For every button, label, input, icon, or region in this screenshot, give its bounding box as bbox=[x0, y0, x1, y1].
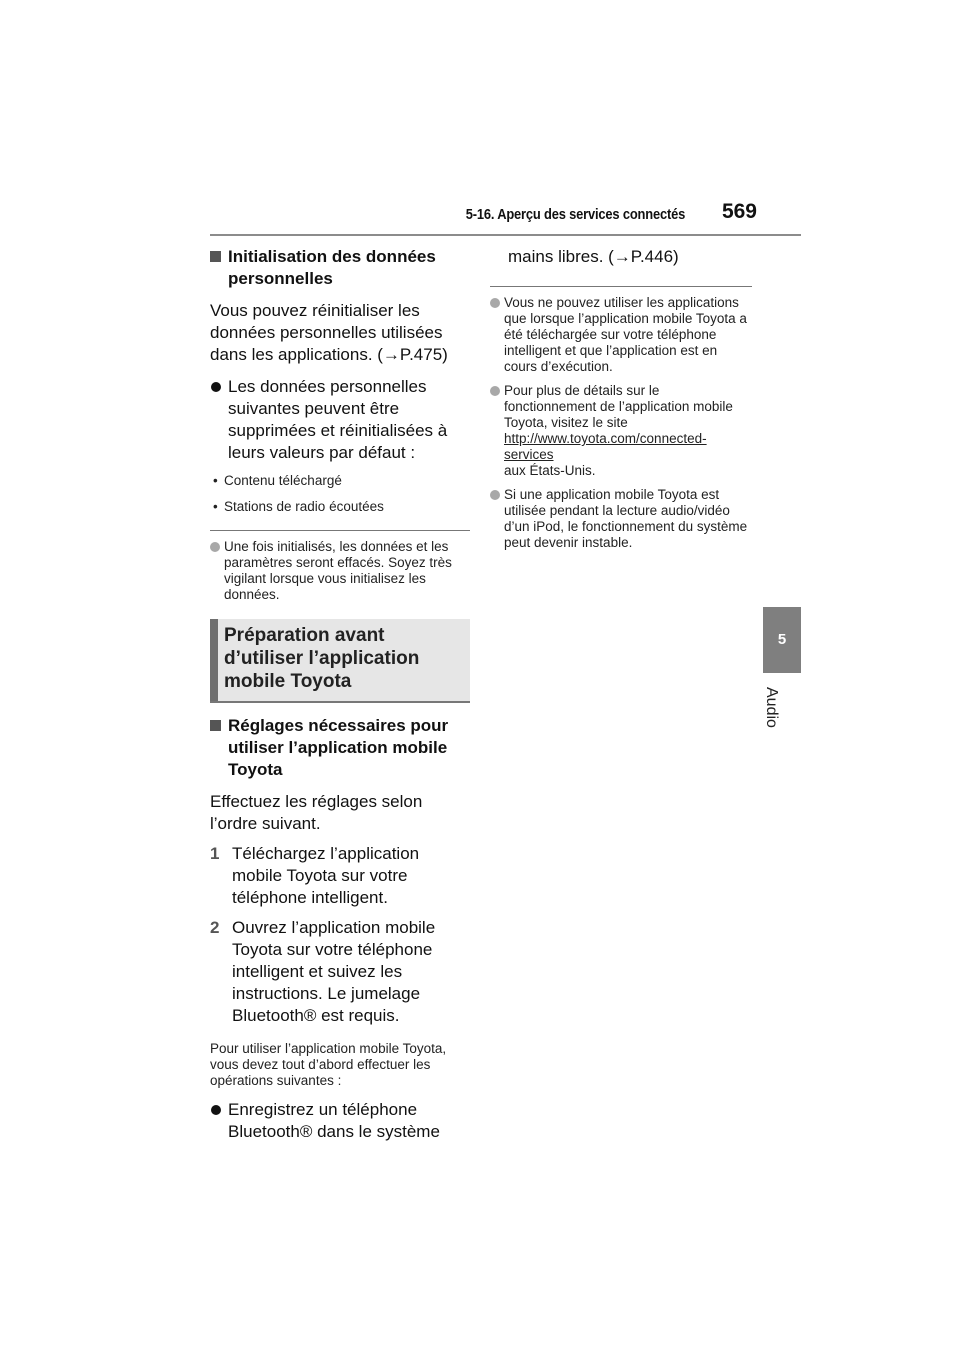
bullet-personal-data bbox=[210, 376, 470, 464]
bullet-dot-icon bbox=[211, 1105, 221, 1115]
chapter-number: 5 bbox=[777, 631, 787, 648]
left-column bbox=[210, 240, 470, 1143]
square-bullet-icon bbox=[210, 251, 221, 262]
note-ipod bbox=[490, 487, 752, 551]
banner-title: Préparation avant d’utiliser l’application mobile Toyota bbox=[224, 625, 420, 692]
bullet-register-phone bbox=[210, 1099, 470, 1143]
bullet-register-phone-text: Enregistrez un téléphone Bluetooth® dans le système bbox=[228, 1100, 440, 1141]
note-initialised-text: Une fois initialisés, les données et les paramètres seront effacés. Soyez très vigilant lorsque vous initialisez les données. bbox=[224, 539, 452, 602]
square-bullet-icon bbox=[210, 720, 221, 731]
note-ipod-text: Si une application mobile Toyota est utilisée pendant la lecture audio/vidéo d’un iPod, le fonctionnement du système peut devenir instable. bbox=[504, 487, 748, 550]
step-2-text: Ouvrez l’application mobile Toyota sur votre téléphone intelligent et suivez les instructions. Le jumelage Bluetooth® est requis. bbox=[232, 918, 436, 1025]
note-dot-icon bbox=[210, 542, 220, 552]
header-rule bbox=[210, 234, 801, 236]
sub-bullet-stations-text: Stations de radio écoutées bbox=[224, 499, 384, 514]
sub-bullet-stations bbox=[210, 498, 470, 516]
sub-bullet-content bbox=[210, 472, 470, 490]
paragraph-reset: Vous pouvez réinitialiser les données personnelles utilisées dans les applications. (→P.475) bbox=[210, 301, 448, 364]
sub-bullet-icon: • bbox=[213, 473, 218, 488]
heading-settings-text: Réglages nécessaires pour utiliser l’application mobile Toyota bbox=[228, 716, 449, 779]
small-paragraph: Pour utiliser l’application mobile Toyota, vous devez tout d’abord effectuer les opérations suivantes : bbox=[210, 1041, 447, 1088]
heading-initialisation-text: Initialisation des données personnelles bbox=[228, 247, 436, 288]
paragraph-order: Effectuez les réglages selon l’ordre suivant. bbox=[210, 792, 423, 833]
note-dot-icon bbox=[490, 490, 500, 500]
page-header bbox=[210, 200, 801, 236]
chapter-tab bbox=[763, 607, 801, 673]
chapter-label bbox=[760, 687, 800, 747]
sub-bullet-content-text: Contenu téléchargé bbox=[224, 473, 342, 488]
bullet-dot-icon bbox=[211, 382, 221, 392]
page-number: 569 bbox=[721, 200, 757, 223]
step-number: 1 bbox=[210, 844, 220, 863]
chapter-label-text: Audio bbox=[763, 687, 780, 728]
heading-initialisation bbox=[210, 246, 470, 290]
note-block-left bbox=[210, 530, 470, 603]
note-block-right bbox=[490, 286, 752, 551]
sub-bullet-icon: • bbox=[213, 499, 218, 514]
banner-bar bbox=[210, 619, 218, 701]
note-apps bbox=[490, 295, 752, 375]
continued-text: mains libres. (→P.446) bbox=[508, 247, 679, 266]
section-banner bbox=[210, 619, 470, 703]
right-column bbox=[490, 240, 752, 559]
section-title: 5-16. Aperçu des services connectés bbox=[465, 206, 685, 223]
bullet-personal-data-text: Les données personnelles suivantes peuvent être supprimées et réinitialisées à leurs valeurs par défaut : bbox=[228, 377, 448, 462]
note-details-text: Pour plus de détails sur le fonctionnement de l’application mobile Toyota, visitez le site bbox=[504, 383, 733, 430]
note-initialised bbox=[210, 539, 470, 603]
step-number: 2 bbox=[210, 918, 220, 937]
note-details bbox=[490, 383, 752, 479]
step-2 bbox=[210, 917, 470, 1027]
toyota-link[interactable]: http://www.toyota.com/connected-services bbox=[504, 431, 707, 462]
note-apps-text: Vous ne pouvez utiliser les applications que lorsque l’application mobile Toyota a été téléchargée sur votre téléphone intelligent et que l’application est en cours d’exécution. bbox=[504, 295, 747, 374]
step-1 bbox=[210, 843, 470, 909]
heading-settings bbox=[210, 715, 470, 781]
step-1-text: Téléchargez l’application mobile Toyota sur votre téléphone intelligent. bbox=[232, 844, 420, 907]
note-dot-icon bbox=[490, 386, 500, 396]
note-dot-icon bbox=[490, 298, 500, 308]
note-details-suffix: aux États-Unis. bbox=[504, 463, 596, 478]
